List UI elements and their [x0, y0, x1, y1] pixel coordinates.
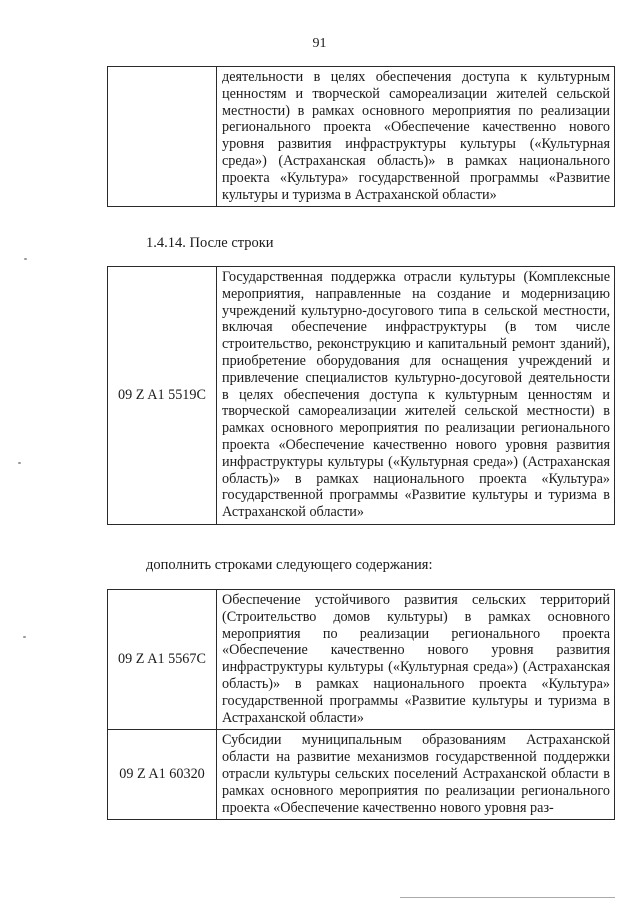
paragraph-add-rows: дополнить строками следующего содержания:	[146, 557, 433, 573]
row-description: деятельности в целях обеспечения доступа к культурным ценностям и творческой самореализации жителей сельской местности) в рамках основного мероприятия по реализации регионального проекта «Обеспечение качественно нового уровня развития инфраструктуры культуры («Культурная среда») (Астраханская область)» в рамках национального проекта «Культура» государственной программы «Развитие культуры и туризма в Астраханской области»	[217, 67, 615, 207]
paragraph-after-row: 1.4.14. После строки	[146, 235, 274, 251]
table-row	[108, 67, 615, 207]
table-row	[108, 267, 615, 525]
budget-table-new-rows	[107, 589, 615, 820]
page-number: 91	[312, 36, 327, 51]
table-row	[108, 590, 615, 730]
scan-edge-line	[400, 897, 615, 898]
row-code: 09 Z A1 5519C	[108, 267, 217, 525]
row-description: Государственная поддержка отрасли культуры (Комплексные мероприятия, направленные на создание и модернизацию учреждений культурно-досугового типа в сельской местности, включая обеспечение инфраструктуры (в том числе строительство, реконструкцию и капитальный ремонт зданий), приобретение оборудования для оснащения учреждений и привлечение специалистов культурно-досуговой деятельности в целях обеспечения доступа к культурным ценностям и творческой самореализации жителей сельской местности) в рамках основного мероприятия по реализации регионального проекта «Обеспечение качественно нового уровня развития инфраструктуры культуры («Культурная среда») (Астраханская область)» в рамках национального проекта «Культура» государственной программы «Развитие культуры и туризма в Астраханской области»	[217, 267, 615, 525]
row-code	[108, 67, 217, 207]
row-description: Субсидии муниципальным образованиям Астраханской области на развитие механизмов государственной поддержки отрасли культуры сельских поселений Астраханской области в рамках основного мероприятия по реализации регионального проекта «Обеспечение качественно нового уровня раз-	[217, 730, 615, 820]
row-code: 09 Z A1 5567C	[108, 590, 217, 730]
scan-speck	[23, 636, 26, 638]
table-row	[108, 730, 615, 820]
scan-speck	[18, 462, 21, 464]
scan-speck	[24, 258, 27, 260]
row-code: 09 Z A1 60320	[108, 730, 217, 820]
row-description: Обеспечение устойчивого развития сельских территорий (Строительство домов культуры) в рамках основного мероприятия по реализации регионального проекта «Обеспечение качественно нового уровня развития инфраструктуры культуры («Культурная среда») (Астраханская область)» в рамках национального проекта «Культура» государственной программы «Развитие культуры и туризма в Астраханской области»	[217, 590, 615, 730]
budget-table-reference-row	[107, 266, 615, 525]
budget-table-continuation	[107, 66, 615, 207]
